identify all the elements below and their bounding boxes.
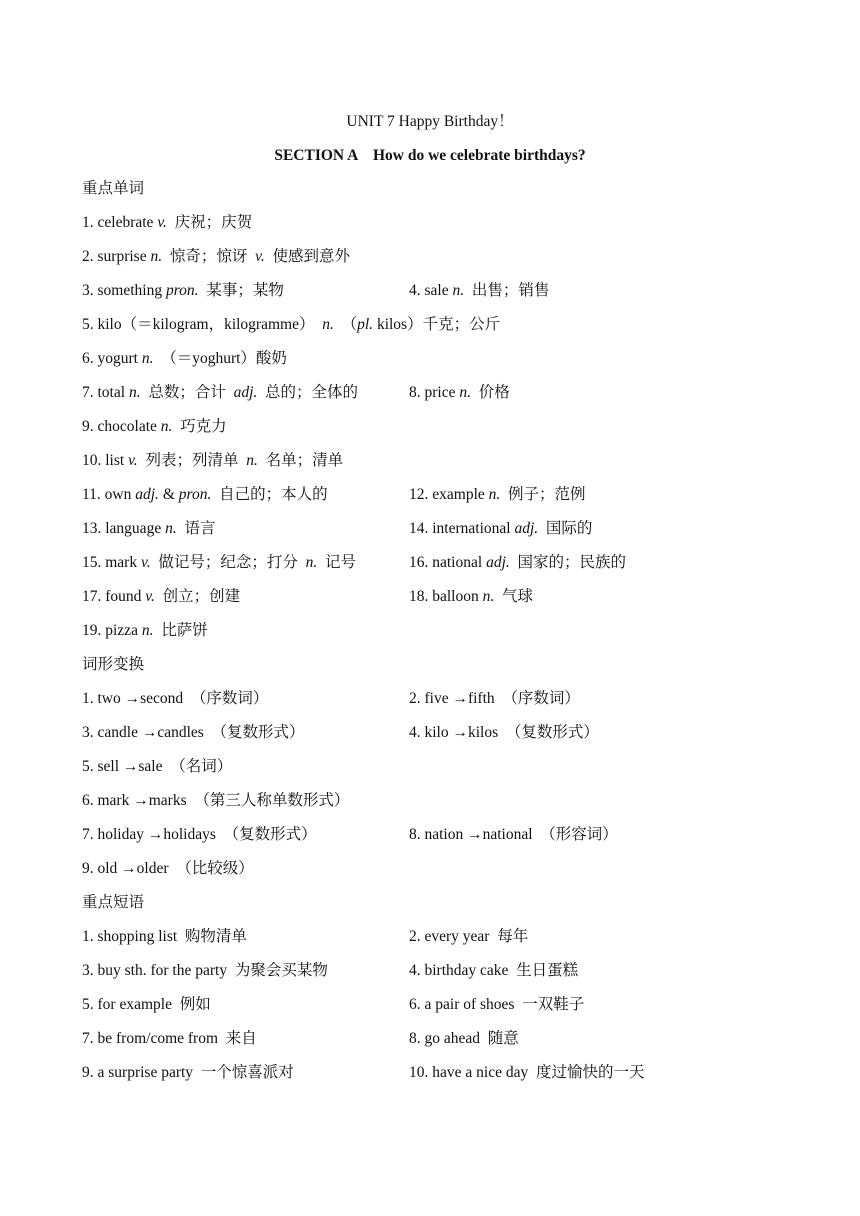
entry-text: 3. candle →candles （复数形式） <box>82 724 305 741</box>
entry-row <box>82 415 782 449</box>
entry-text: 惊奇；惊讶 <box>162 248 256 265</box>
entry-text: 14. international <box>409 520 515 537</box>
vocab-entry <box>82 449 343 473</box>
vocab-entry <box>82 721 305 745</box>
vocab-entry <box>409 1061 644 1085</box>
entry-text: 7. be from/come from 来自 <box>82 1030 257 1047</box>
entry-text: 5. for example 例如 <box>82 996 211 1013</box>
entry-row <box>82 347 782 381</box>
entry-text: 价格 <box>470 384 510 401</box>
entry-text: 2. every year 每年 <box>409 928 529 945</box>
vocab-entry <box>409 1027 519 1051</box>
entry-text: 9. chocolate <box>82 418 161 435</box>
part-of-speech: n. <box>305 554 318 571</box>
vocab-entry <box>82 789 349 813</box>
vocab-entry <box>409 721 599 745</box>
vocab-entry <box>409 687 580 711</box>
entry-row <box>82 857 782 891</box>
part-of-speech: n. <box>459 384 471 401</box>
entry-row <box>82 1027 782 1061</box>
entry-text: 1. celebrate <box>82 214 158 231</box>
entry-text: 3. something <box>82 282 166 299</box>
entry-row <box>82 551 782 585</box>
vocab-entry <box>82 755 232 779</box>
part-of-speech: v. <box>157 214 167 231</box>
vocab-entry <box>409 993 584 1017</box>
entry-text: 气球 <box>494 588 534 605</box>
section-heading: 词形变换 <box>82 656 145 673</box>
vocab-entry <box>409 517 592 541</box>
entry-text: 列表；列清单 <box>137 452 247 469</box>
vocabulary-content <box>82 177 782 1095</box>
entry-row <box>82 1061 782 1095</box>
entry-text: 6. yogurt <box>82 350 142 367</box>
entry-row <box>82 687 782 721</box>
part-of-speech: v. <box>140 554 151 571</box>
part-of-speech: v. <box>145 588 155 605</box>
entry-row <box>82 211 782 245</box>
entry-text: 名单；清单 <box>257 452 344 469</box>
entry-text: 做记号；纪念；打分 <box>150 554 306 571</box>
entry-text: 庆祝；庆贺 <box>166 214 253 231</box>
vocab-entry <box>82 517 215 541</box>
section-heading: 重点单词 <box>82 180 145 197</box>
part-of-speech: n. <box>488 486 501 503</box>
entry-text: 国际的 <box>538 520 593 537</box>
entry-row <box>82 619 782 653</box>
part-of-speech: n. <box>141 350 154 367</box>
entry-row <box>82 755 782 789</box>
entry-row <box>82 517 782 551</box>
entry-text: 使感到意外 <box>264 248 350 265</box>
vocab-entry <box>82 857 254 881</box>
part-of-speech: adj. <box>486 554 510 571</box>
vocab-entry <box>82 313 500 337</box>
part-of-speech: adj. <box>233 384 258 401</box>
vocab-entry <box>82 585 240 609</box>
entry-row <box>82 245 782 279</box>
entry-text: 7. total <box>82 384 129 401</box>
part-of-speech: n. <box>128 384 141 401</box>
entry-text: 2. surprise <box>82 248 151 265</box>
vocab-entry <box>82 1061 294 1085</box>
entry-text: 1. two →second （序数词） <box>82 690 269 707</box>
entry-text: kilos）千克；公斤 <box>373 316 501 333</box>
part-of-speech: n. <box>322 316 334 333</box>
vocab-entry <box>82 279 284 303</box>
vocab-entry <box>82 415 227 439</box>
part-of-speech: adj. <box>135 486 159 503</box>
entry-row <box>82 585 782 619</box>
entry-text: 语言 <box>176 520 216 537</box>
entry-text: 8. price <box>409 384 460 401</box>
entry-text: 巧克力 <box>172 418 227 435</box>
vocab-entry <box>409 959 578 983</box>
entry-text: 15. mark <box>82 554 141 571</box>
part-of-speech: pron. <box>165 282 199 299</box>
vocab-entry <box>82 959 328 983</box>
entry-text: 9. a surprise party 一个惊喜派对 <box>82 1064 294 1081</box>
section-title: SECTION A How do we celebrate birthdays? <box>274 147 586 164</box>
section-heading: 重点短语 <box>82 894 145 911</box>
entry-text: （ <box>333 316 358 333</box>
entry-text: 9. old →older （比较级） <box>82 860 254 877</box>
word-forms-section <box>82 653 782 891</box>
part-of-speech: n. <box>160 418 173 435</box>
part-of-speech: v. <box>255 248 265 265</box>
entry-text: 11. own <box>82 486 136 503</box>
entry-text: 1. shopping list 购物清单 <box>82 928 247 945</box>
entry-text: 19. pizza <box>82 622 142 639</box>
entry-text: & <box>158 486 179 503</box>
entry-text: 出售；销售 <box>464 282 550 299</box>
entry-row <box>82 789 782 823</box>
vocab-entry <box>82 993 211 1017</box>
entry-text: 记号 <box>317 554 356 571</box>
part-of-speech: v. <box>128 452 138 469</box>
vocab-entry <box>82 823 317 847</box>
part-of-speech: n. <box>452 282 465 299</box>
entry-row <box>82 925 782 959</box>
entry-text: 5. kilo（＝kilogram，kilogramme） <box>82 316 323 333</box>
key-phrases-section <box>82 891 782 1095</box>
key-words-section <box>82 177 782 653</box>
vocab-entry <box>82 483 328 507</box>
entry-text: 4. sale <box>409 282 453 299</box>
entry-text: 3. buy sth. for the party 为聚会买某物 <box>82 962 328 979</box>
part-of-speech: n. <box>165 520 177 537</box>
vocab-entry <box>409 925 528 949</box>
entry-text: 总数；合计 <box>140 384 234 401</box>
entry-text: 例子；范例 <box>500 486 586 503</box>
entry-row <box>82 993 782 1027</box>
entry-text: （＝yoghurt）酸奶 <box>153 350 287 367</box>
vocab-entry <box>409 483 586 507</box>
part-of-speech: n. <box>141 622 154 639</box>
entry-text: 5. sell →sale （名词） <box>82 758 233 775</box>
entry-text: 某事；某物 <box>198 282 284 299</box>
entry-text: 国家的；民族的 <box>509 554 627 571</box>
entry-text: 18. balloon <box>409 588 483 605</box>
entry-text: 10. list <box>82 452 129 469</box>
entry-text: 总的；全体的 <box>257 384 359 401</box>
entry-text: 13. language <box>82 520 166 537</box>
vocab-entry <box>409 551 626 575</box>
entry-text: 自己的；本人的 <box>211 486 328 503</box>
part-of-speech: n. <box>150 248 163 265</box>
entry-row <box>82 721 782 755</box>
vocab-entry <box>82 381 358 405</box>
entry-text: 创立；创建 <box>154 588 241 605</box>
vocab-entry <box>82 687 268 711</box>
entry-text: 6. a pair of shoes 一双鞋子 <box>409 996 585 1013</box>
part-of-speech: pron. <box>178 486 212 503</box>
entry-row <box>82 449 782 483</box>
part-of-speech: pl. <box>357 316 374 333</box>
vocab-entry <box>82 551 356 575</box>
entry-text: 10. have a nice day 度过愉快的一天 <box>409 1064 645 1081</box>
entry-text: 8. go ahead 随意 <box>409 1030 519 1047</box>
vocab-entry <box>82 1027 257 1051</box>
entry-row <box>82 823 782 857</box>
part-of-speech: n. <box>482 588 495 605</box>
entry-text: 6. mark →marks （第三人称单数形式） <box>82 792 350 809</box>
entry-text: 比萨饼 <box>153 622 208 639</box>
vocab-entry <box>409 279 549 303</box>
entry-text: 16. national <box>409 554 487 571</box>
vocab-entry <box>82 925 247 949</box>
entry-text: 12. example <box>409 486 489 503</box>
entry-text: 8. nation →national （形容词） <box>409 826 618 843</box>
vocab-entry <box>409 823 618 847</box>
vocab-entry <box>82 347 287 371</box>
vocab-entry <box>82 245 350 269</box>
vocab-entry <box>82 211 252 235</box>
entry-text: 17. found <box>82 588 146 605</box>
entry-row <box>82 381 782 415</box>
unit-title: UNIT 7 Happy Birthday！ <box>346 113 514 130</box>
entry-text: 2. five →fifth （序数词） <box>409 690 580 707</box>
entry-row <box>82 313 782 347</box>
entry-row <box>82 959 782 993</box>
entry-row <box>82 279 782 313</box>
entry-row <box>82 483 782 517</box>
vocab-entry <box>409 381 510 405</box>
entry-text: 4. birthday cake 生日蛋糕 <box>409 962 579 979</box>
entry-text: 4. kilo →kilos （复数形式） <box>409 724 599 741</box>
vocab-entry <box>82 619 208 643</box>
part-of-speech: adj. <box>514 520 539 537</box>
entry-text: 7. holiday →holidays （复数形式） <box>82 826 317 843</box>
vocab-entry <box>409 585 533 609</box>
part-of-speech: n. <box>246 452 258 469</box>
